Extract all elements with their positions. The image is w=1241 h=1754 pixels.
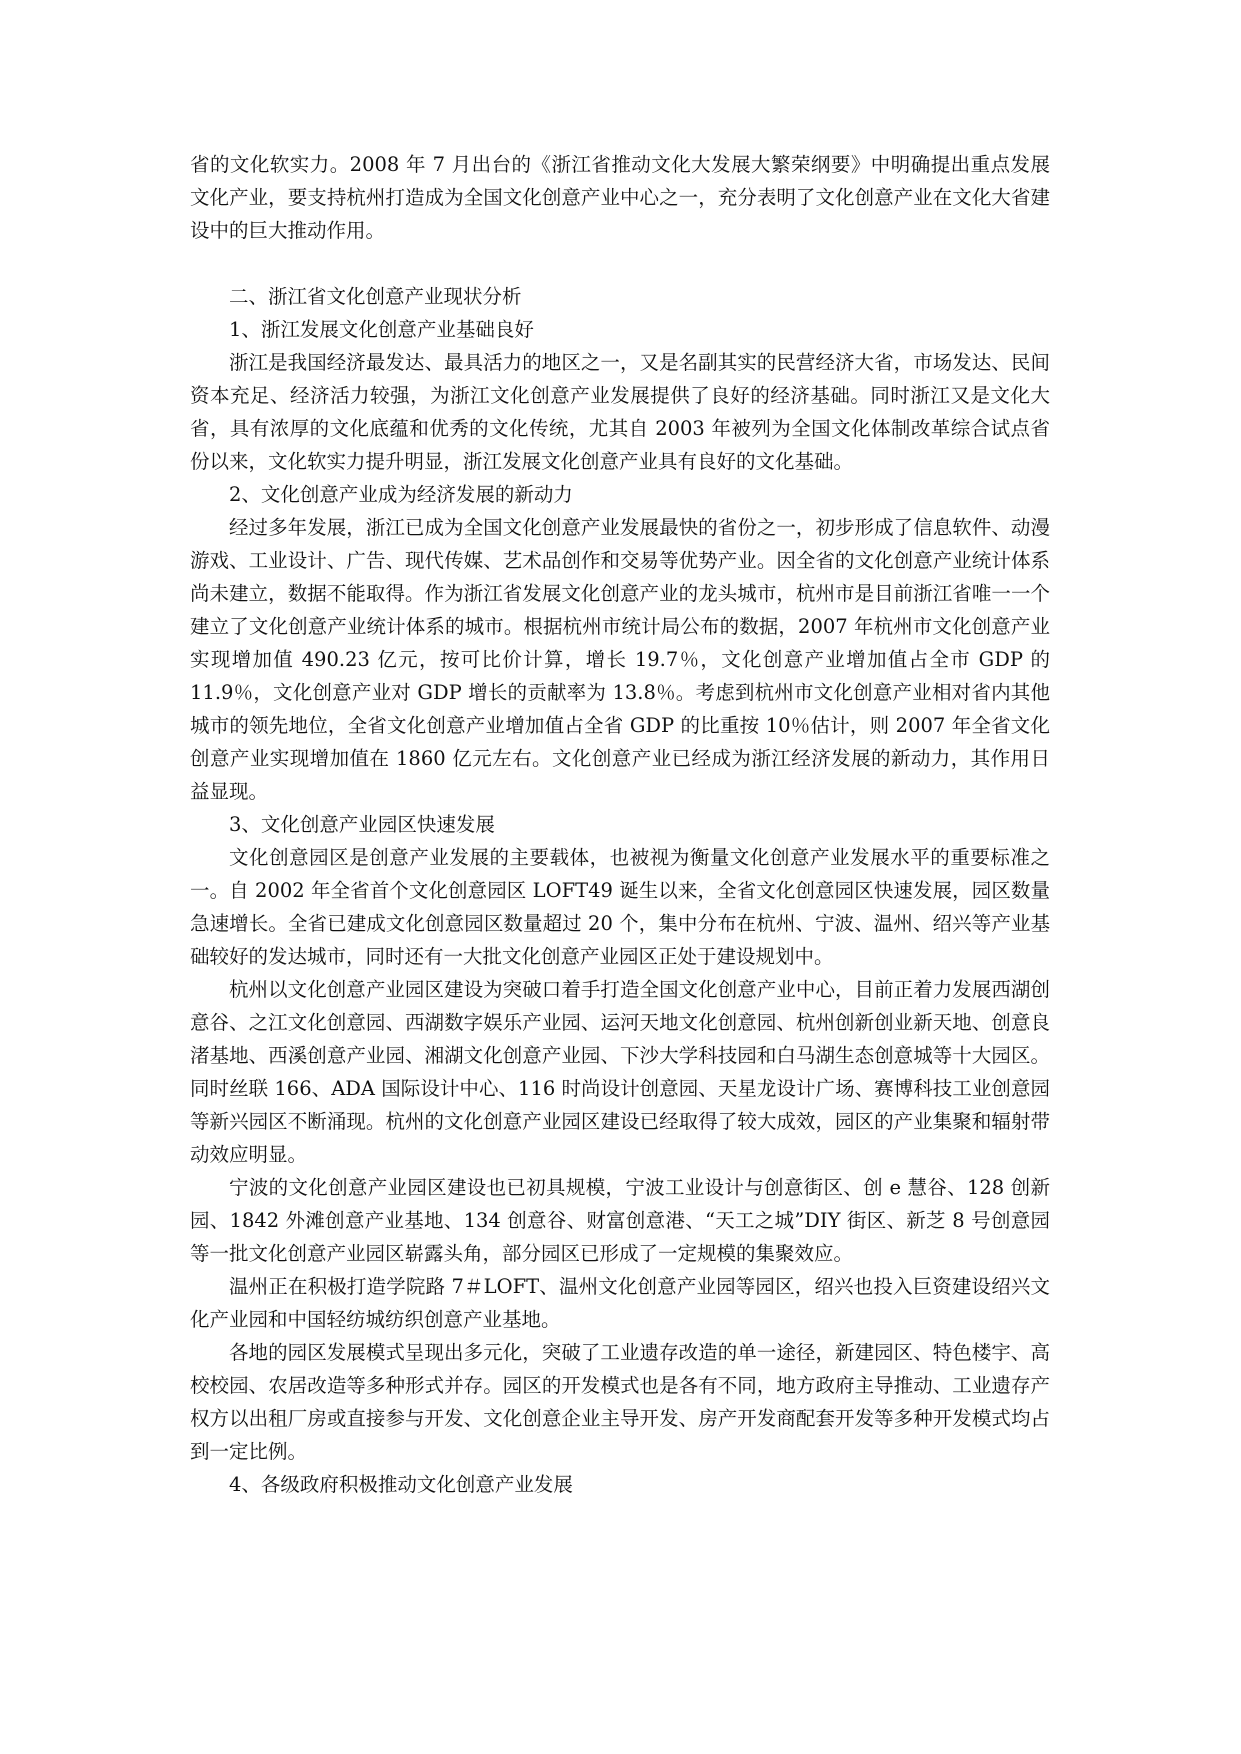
paragraph: 浙江是我国经济最发达、最具活力的地区之一，又是名副其实的民营经济大省，市场发达、民间资本充足、经济活力较强，为浙江文化创意产业发展提供了良好的经济基础。同时浙江又是文化大省，具有浓厚的文化底蕴和优秀的文化传统，尤其自 2003 年被列为全国文化体制改革综合试点省份以来，文化软实力提升明显，浙江发展文化创意产业具有良好的文化基础。 [190, 351, 1050, 473]
paragraph: 宁波的文化创意产业园区建设也已初具规模，宁波工业设计与创意街区、创 e 慧谷、128 创新园、1842 外滩创意产业基地、134 创意谷、财富创意港、“天工之城”DIY 街区、新芝 8 号创意园等一批文化创意产业园区崭露头角，部分园区已形成了一定规模的集聚效应。 [190, 1176, 1050, 1265]
subsection-heading-4: 4、各级政府积极推动文化创意产业发展 [229, 1473, 573, 1496]
paragraph: 文化创意园区是创意产业发展的主要载体，也被视为衡量文化创意产业发展水平的重要标准之一。自 2002 年全省首个文化创意园区 LOFT49 诞生以来，全省文化创意园区快速发展，园区数量急速增长。全省已建成文化创意园区数量超过 20 个，集中分布在杭州、宁波、温州、绍兴等产业基础较好的发达城市，同时还有一大批文化创意产业园区正处于建设规划中。 [190, 846, 1050, 968]
subsection-heading-1: 1、浙江发展文化创意产业基础良好 [229, 318, 534, 341]
paragraph: 杭州以文化创意产业园区建设为突破口着手打造全国文化创意产业中心，目前正着力发展西湖创意谷、之江文化创意园、西湖数字娱乐产业园、运河天地文化创意园、杭州创新创业新天地、创意良渚基地、西溪创意产业园、湘湖文化创意产业园、下沙大学科技园和白马湖生态创意城等十大园区。同时丝联 166、ADA 国际设计中心、116 时尚设计创意园、天星龙设计广场、赛博科技工业创意园等新兴园区不断涌现。杭州的文化创意产业园区建设已经取得了较大成效，园区的产业集聚和辐射带动效应明显。 [190, 978, 1050, 1166]
section-heading: 二、浙江省文化创意产业现状分析 [229, 285, 522, 308]
paragraph: 各地的园区发展模式呈现出多元化，突破了工业遗存改造的单一途径，新建园区、特色楼宇、高校校园、农居改造等多种形式并存。园区的开发模式也是各有不同，地方政府主导推动、工业遗存产权方以出租厂房或直接参与开发、文化创意企业主导开发、房产开发商配套开发等多种开发模式均占到一定比例。 [190, 1341, 1050, 1463]
subsection-heading-2: 2、文化创意产业成为经济发展的新动力 [229, 483, 573, 506]
subsection-heading-3: 3、文化创意产业园区快速发展 [229, 813, 495, 836]
paragraph: 经过多年发展，浙江已成为全国文化创意产业发展最快的省份之一，初步形成了信息软件、动漫游戏、工业设计、广告、现代传媒、艺术品创作和交易等优势产业。因全省的文化创意产业统计体系尚未建立，数据不能取得。作为浙江省发展文化创意产业的龙头城市，杭州市是目前浙江省唯一一个建立了文化创意产业统计体系的城市。根据杭州市统计局公布的数据，2007 年杭州市文化创意产业实现增加值 490.23 亿元，按可比价计算，增长 19.7％，文化创意产业增加值占全市 GDP 的 11.9％，文化创意产业对 GDP 增长的贡献率为 13.8％。考虑到杭州市文化创意产业相对省内其他城市的领先地位，全省文化创意产业增加值占全省 GDP 的比重按 10％估计，则 2007 年全省文化创意产业实现增加值在 1860 亿元左右。文化创意产业已经成为浙江经济发展的新动力，其作用日益显现。 [190, 516, 1050, 803]
paragraph-intro: 省的文化软实力。2008 年 7 月出台的《浙江省推动文化大发展大繁荣纲要》中明确提出重点发展文化产业，要支持杭州打造成为全国文化创意产业中心之一，充分表明了文化创意产业在文化大省建设中的巨大推动作用。 [190, 153, 1050, 242]
paragraph: 温州正在积极打造学院路 7＃LOFT、温州文化创意产业园等园区，绍兴也投入巨资建设绍兴文化产业园和中国轻纺城纺织创意产业基地。 [190, 1275, 1050, 1331]
document-body [190, 148, 1050, 1501]
